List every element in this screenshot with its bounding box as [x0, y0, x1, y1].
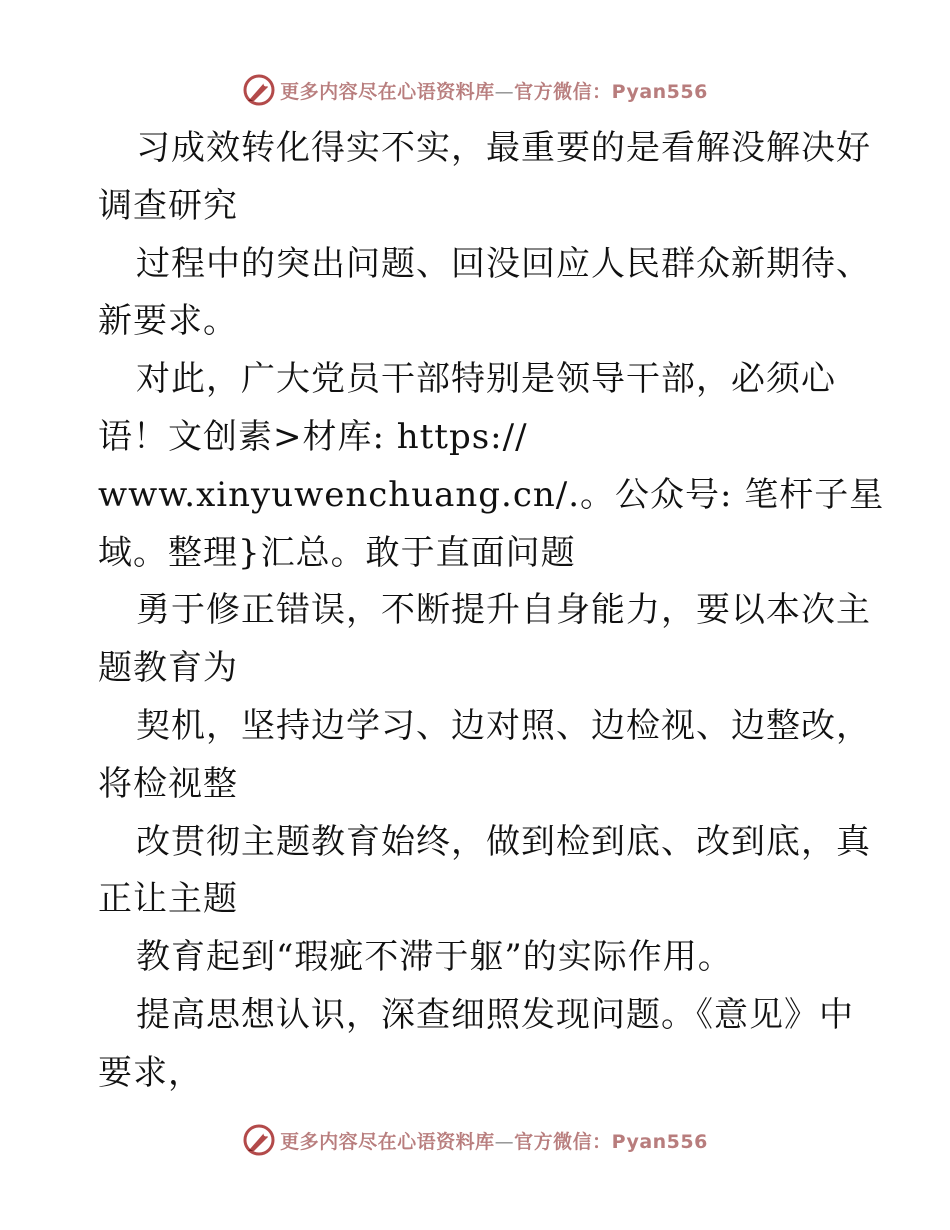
text-line: 提高思想认识，深查细照发现问题。《意见》中 [136, 994, 854, 1035]
text-line: 语！文创素>材库: https:// [98, 416, 528, 457]
text-line: 域。整理}汇总。敢于直面问题 [98, 532, 576, 573]
text-line: 改贯彻主题教育始终，做到检到底、改到底，真 [136, 821, 871, 862]
text-line: 过程中的突出问题、回没回应人民群众新期待、 [136, 243, 871, 284]
text-line: 契机，坚持边学习、边对照、边检视、边整改， [136, 705, 871, 746]
document-body [98, 120, 885, 1103]
text-line: 题教育为 [98, 648, 238, 689]
text-line: 正让主题 [98, 879, 238, 920]
footer-banner [0, 1120, 950, 1160]
text-line: 勇于修正错误，不断提升自身能力，要以本次主 [136, 590, 871, 631]
text-line: 要求， [98, 1052, 203, 1093]
header-banner [0, 70, 950, 110]
banner-text: 更多内容尽在心语资料库—官方微信：Pyan556 [280, 80, 708, 103]
text-line: 习成效转化得实不实，最重要的是看解没解决好 [136, 128, 871, 168]
text-line: www.xinyuwenchuang.cn/.。公众号: 笔杆子星 [98, 474, 885, 515]
text-line: 将检视整 [98, 763, 238, 804]
pen-logo-icon [242, 73, 276, 107]
banner-text: 更多内容尽在心语资料库—官方微信：Pyan556 [280, 1130, 708, 1153]
text-line: 教育起到“瑕疵不滞于躯”的实际作用。 [136, 937, 733, 978]
text-line: 调查研究 [98, 185, 238, 226]
text-line: 对此，广大党员干部特别是领导干部，必须心 [136, 359, 836, 400]
text-line: 新要求。 [98, 301, 238, 342]
pen-logo-icon [242, 1123, 276, 1157]
